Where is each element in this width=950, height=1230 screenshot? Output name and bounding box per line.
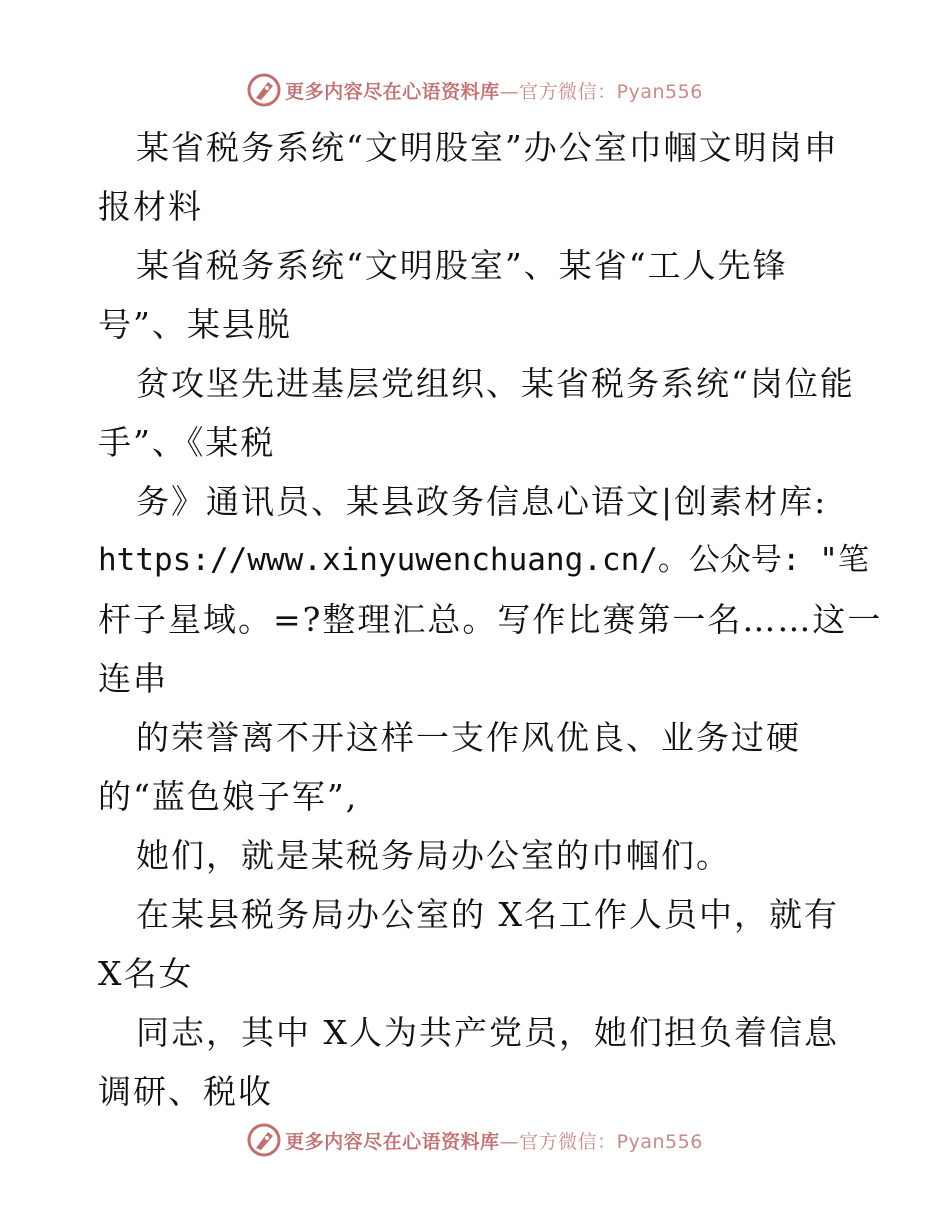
text-line: 杆子星域。=?整理汇总。写作比赛第一名……这一 — [98, 600, 883, 639]
header-watermark-text: 更多内容尽在心语资料库—官方微信：Pyan556 — [285, 80, 703, 103]
text-line: 报材料 — [98, 187, 203, 226]
text-line-url: https://www.xinyuwenchuang.cn/。公众号: "笔 — [98, 542, 869, 578]
text-line: 的“蓝色娘子军”, — [98, 777, 359, 816]
document-body — [98, 118, 883, 1121]
text-line: 手”、《某税 — [98, 423, 276, 462]
text-line: 同志，其中 X人为共产党员，她们担负着信息 — [136, 1013, 839, 1052]
footer-watermark-banner — [0, 1120, 950, 1160]
text-line: 连串 — [98, 659, 168, 698]
footer-watermark-text: 更多内容尽在心语资料库—官方微信：Pyan556 — [285, 1130, 703, 1153]
text-line: 的荣誉离不开这样一支作风优良、业务过硬 — [136, 718, 801, 757]
text-line: 务》通讯员、某县政务信息心语文|创素材库: — [136, 482, 828, 521]
pen-nib-logo-icon — [247, 1123, 281, 1157]
text-line: 调研、税收 — [98, 1072, 273, 1111]
text-line: 贫攻坚先进基层党组织、某省税务系统“岗位能 — [136, 364, 855, 403]
text-line: 在某县税务局办公室的 X名工作人员中，就有 — [136, 895, 839, 934]
text-line: 某省税务系统“文明股室”办公室巾帼文明岗申 — [136, 128, 839, 167]
text-line: 号”、某县脱 — [98, 305, 292, 344]
text-line: 她们，就是某税务局办公室的巾帼们。 — [136, 836, 731, 875]
text-line: X名女 — [98, 954, 194, 993]
pen-nib-logo-icon — [247, 73, 281, 107]
text-line: 某省税务系统“文明股室”、某省“工人先锋 — [136, 246, 788, 285]
header-watermark-banner — [0, 70, 950, 110]
